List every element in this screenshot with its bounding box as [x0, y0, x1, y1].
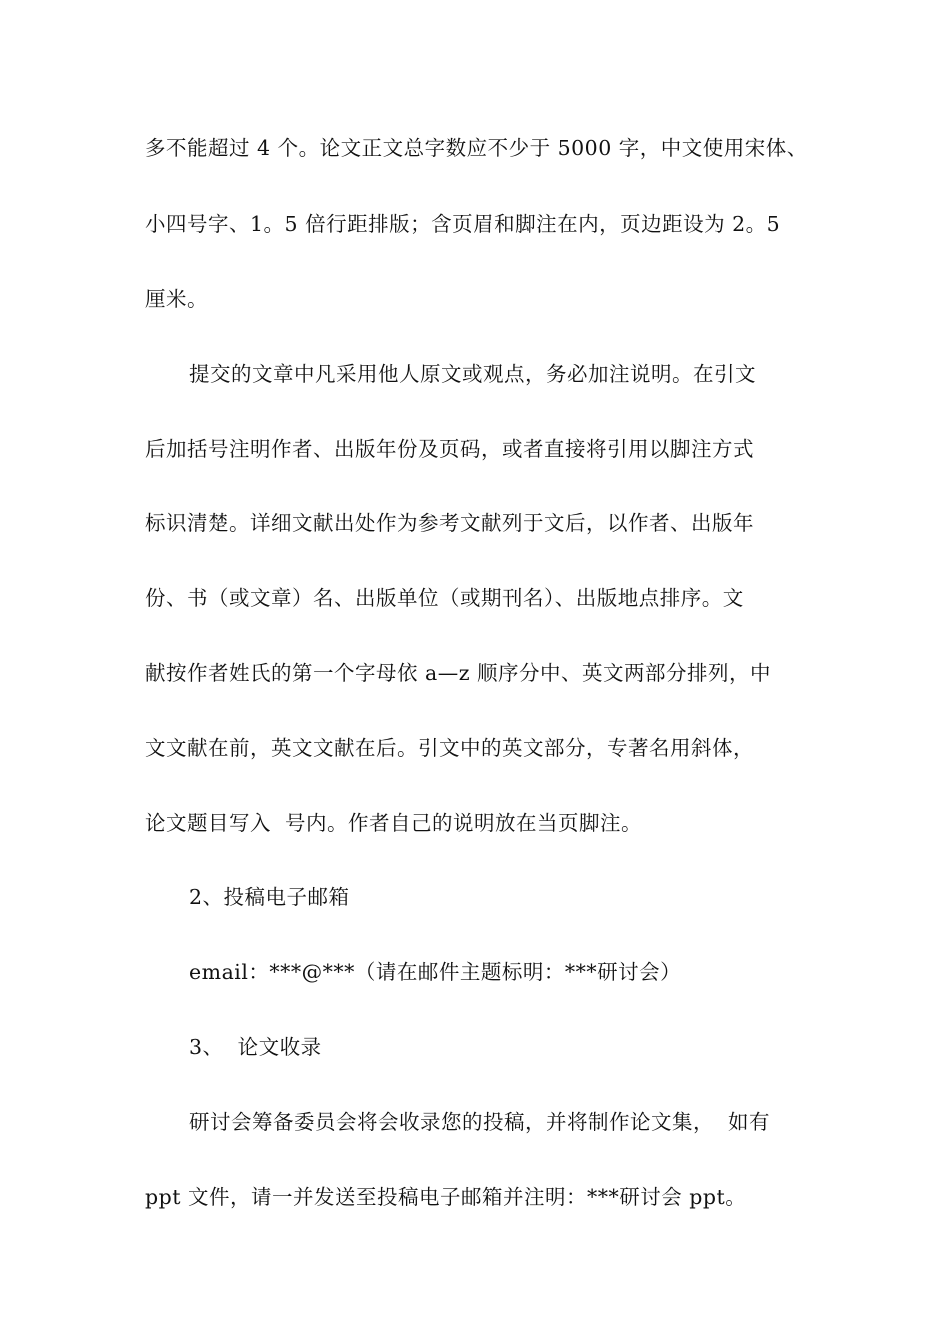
body-text-line: 份、书（或文章）名、出版单位（或期刊名）、出版地点排序。文: [145, 586, 744, 610]
section-heading: 2、投稿电子邮箱: [189, 885, 350, 909]
body-text-line: 文文献在前，英文文献在后。引文中的英文部分，专著名用斜体，: [145, 736, 754, 760]
body-text-line: 多不能超过 4 个。论文正文总字数应不少于 5000 字，中文使用宋体、: [145, 136, 808, 160]
email-line: email：***@***（请在邮件主题标明：***研讨会）: [189, 960, 682, 984]
body-text-line: 后加括号注明作者、出版年份及页码，或者直接将引用以脚注方式: [145, 437, 754, 461]
body-text-line: 标识清楚。详细文献出处作为参考文献列于文后，以作者、出版年: [145, 511, 754, 535]
body-text-line: 研讨会筹备委员会将会收录您的投稿，并将制作论文集， 如有: [189, 1110, 771, 1134]
body-text-line: 献按作者姓氏的第一个字母依 a—z 顺序分中、英文两部分排列，中: [145, 661, 772, 685]
section-heading: 3、 论文收录: [189, 1035, 322, 1059]
body-text-line: 小四号字、1。5 倍行距排版；含页眉和脚注在内，页边距设为 2。5: [145, 212, 781, 236]
body-text-line: 提交的文章中凡采用他人原文或观点，务必加注说明。在引文: [189, 362, 756, 386]
body-text-line: 论文题目写入 号内。作者自己的说明放在当页脚注。: [145, 811, 643, 835]
body-text-line: 厘米。: [145, 287, 208, 311]
body-text-line: ppt 文件，请一并发送至投稿电子邮箱并注明：***研讨会 ppt。: [145, 1185, 747, 1209]
